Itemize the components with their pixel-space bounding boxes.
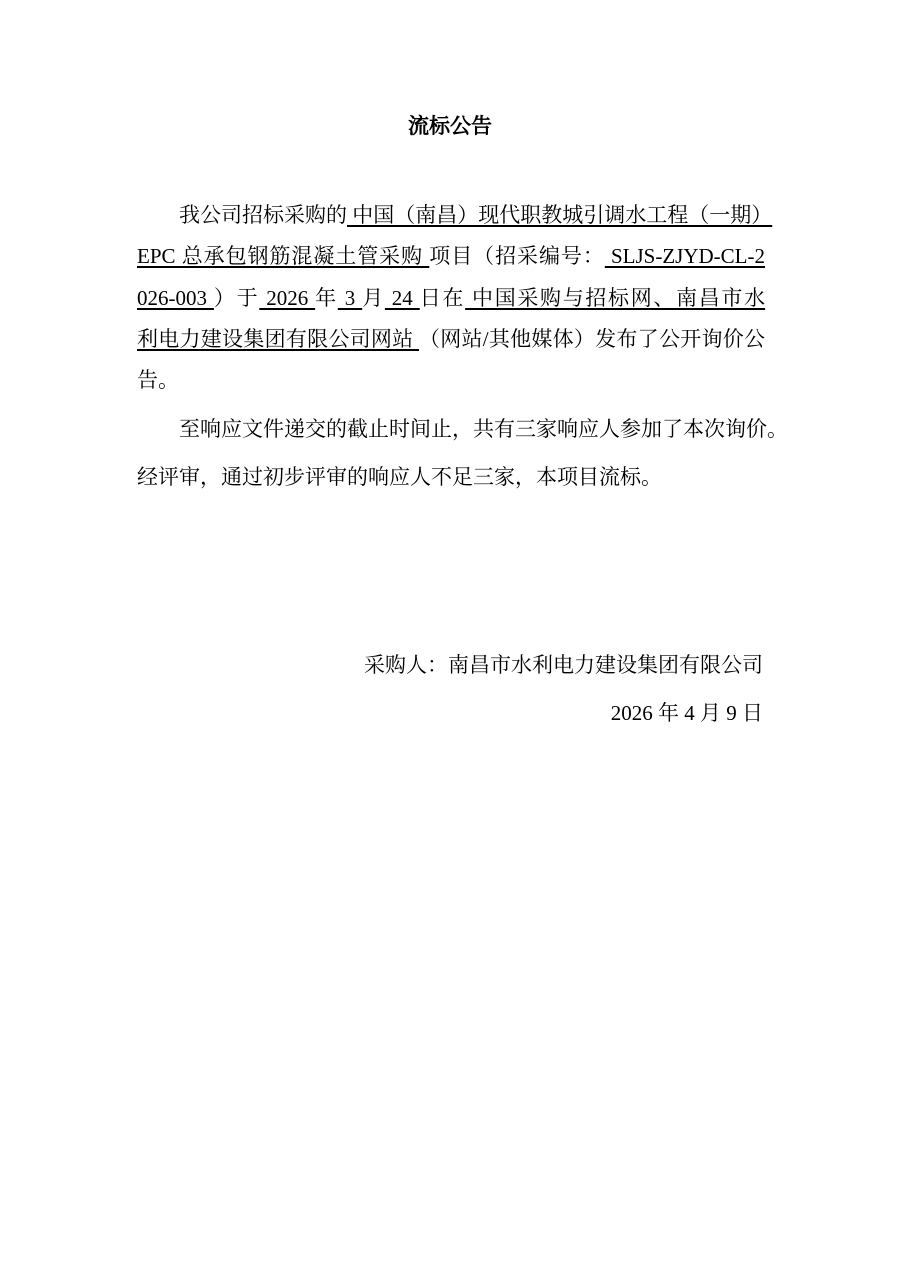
- text: ）于: [213, 286, 260, 310]
- paragraph-line: [137, 200, 773, 230]
- project-name: 中国（南昌）现代职教城引调水工程（一期）: [347, 203, 773, 227]
- text: 月: [362, 286, 385, 310]
- paragraph-line: 告。: [137, 368, 179, 392]
- text: 日在: [419, 286, 466, 310]
- project-name-cont: EPC 总承包钢筋混凝土管采购: [137, 244, 430, 268]
- paragraph-line: [137, 283, 765, 313]
- procurement-number-cont: 026-003: [137, 286, 214, 310]
- paragraph-line: [137, 241, 765, 271]
- announcement-date: 2026 年 4 月 9 日: [610, 701, 763, 725]
- publish-media: 中国采购与招标网、南昌市水: [465, 286, 766, 310]
- publish-media-cont: 利电力建设集团有限公司网站: [137, 327, 419, 351]
- procurement-number: SLJS-ZJYD-CL-2: [604, 244, 766, 268]
- day: 24: [384, 286, 420, 310]
- month: 3: [337, 286, 363, 310]
- page-title: 流标公告: [408, 114, 492, 138]
- label-text: 项目（招采编号：: [429, 244, 605, 268]
- purchaser: 采购人：南昌市水利电力建设集团有限公司: [364, 653, 763, 677]
- year: 2026: [259, 286, 316, 310]
- paragraph-line: [137, 324, 765, 354]
- intro-text: 我公司招标采购的: [179, 203, 347, 227]
- text: （网站/其他媒体）发布了公开询价公: [418, 327, 766, 351]
- paragraph-line: 经评审，通过初步评审的响应人不足三家，本项目流标。: [137, 465, 662, 489]
- paragraph-line: 至响应文件递交的截止时间止，共有三家响应人参加了本次询价。: [179, 417, 788, 441]
- text: 年: [315, 286, 338, 310]
